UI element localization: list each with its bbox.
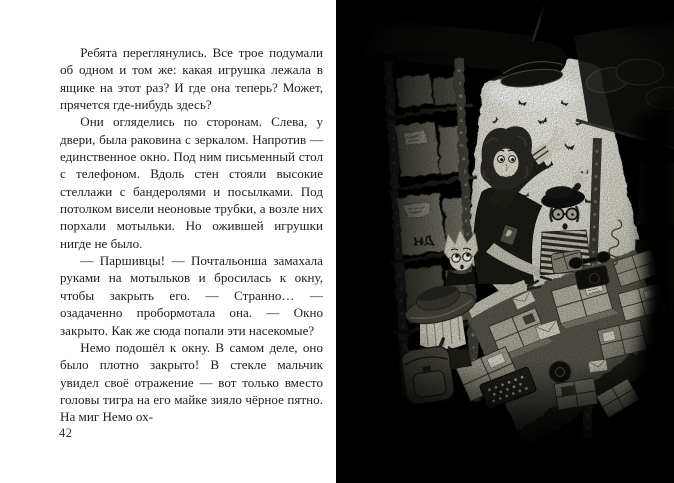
paragraph-4: Немо подошёл к окну. В самом деле, оно было плотно закрыто! В стекле мальчик увидел своё отражение — вот только вместо головы тигра на его майке зияло чёрное пятно. На миг Немо ох- xyxy=(60,339,323,425)
storeroom-illustration xyxy=(336,0,674,483)
paragraph-2: Они огляделись по сторонам. Слева, у двери, была раковина с зеркалом. Напротив — единственное окно. Под ним письменный стол с телефоном. Вдоль стен стояли высокие стеллажи с бандеролями и посылками. Под потолком висели неоновые трубки, а возле них порхали мотыльки. Но ожившей игрушки нигде не было. xyxy=(60,114,323,251)
grain-overlay xyxy=(336,0,674,483)
paragraph-3: — Паршивцы! — Почтальонша замахала руками на мотыльков и бросилась к окну, чтобы закрыть его. — Странно… — озадаченно пробормотала она. — Окно закрыто. Как же сюда попали эти насекомые? xyxy=(60,253,323,338)
page-number: 42 xyxy=(59,426,73,440)
right-page xyxy=(336,0,674,483)
body-text xyxy=(60,44,323,426)
paragraph-1: Ребята переглянулись. Все трое подумали об одном и том же: какая игрушка лежала в ящике на этот раз? И где она теперь? Может, прячется где-нибудь здесь? xyxy=(60,45,323,113)
left-page xyxy=(0,0,336,483)
